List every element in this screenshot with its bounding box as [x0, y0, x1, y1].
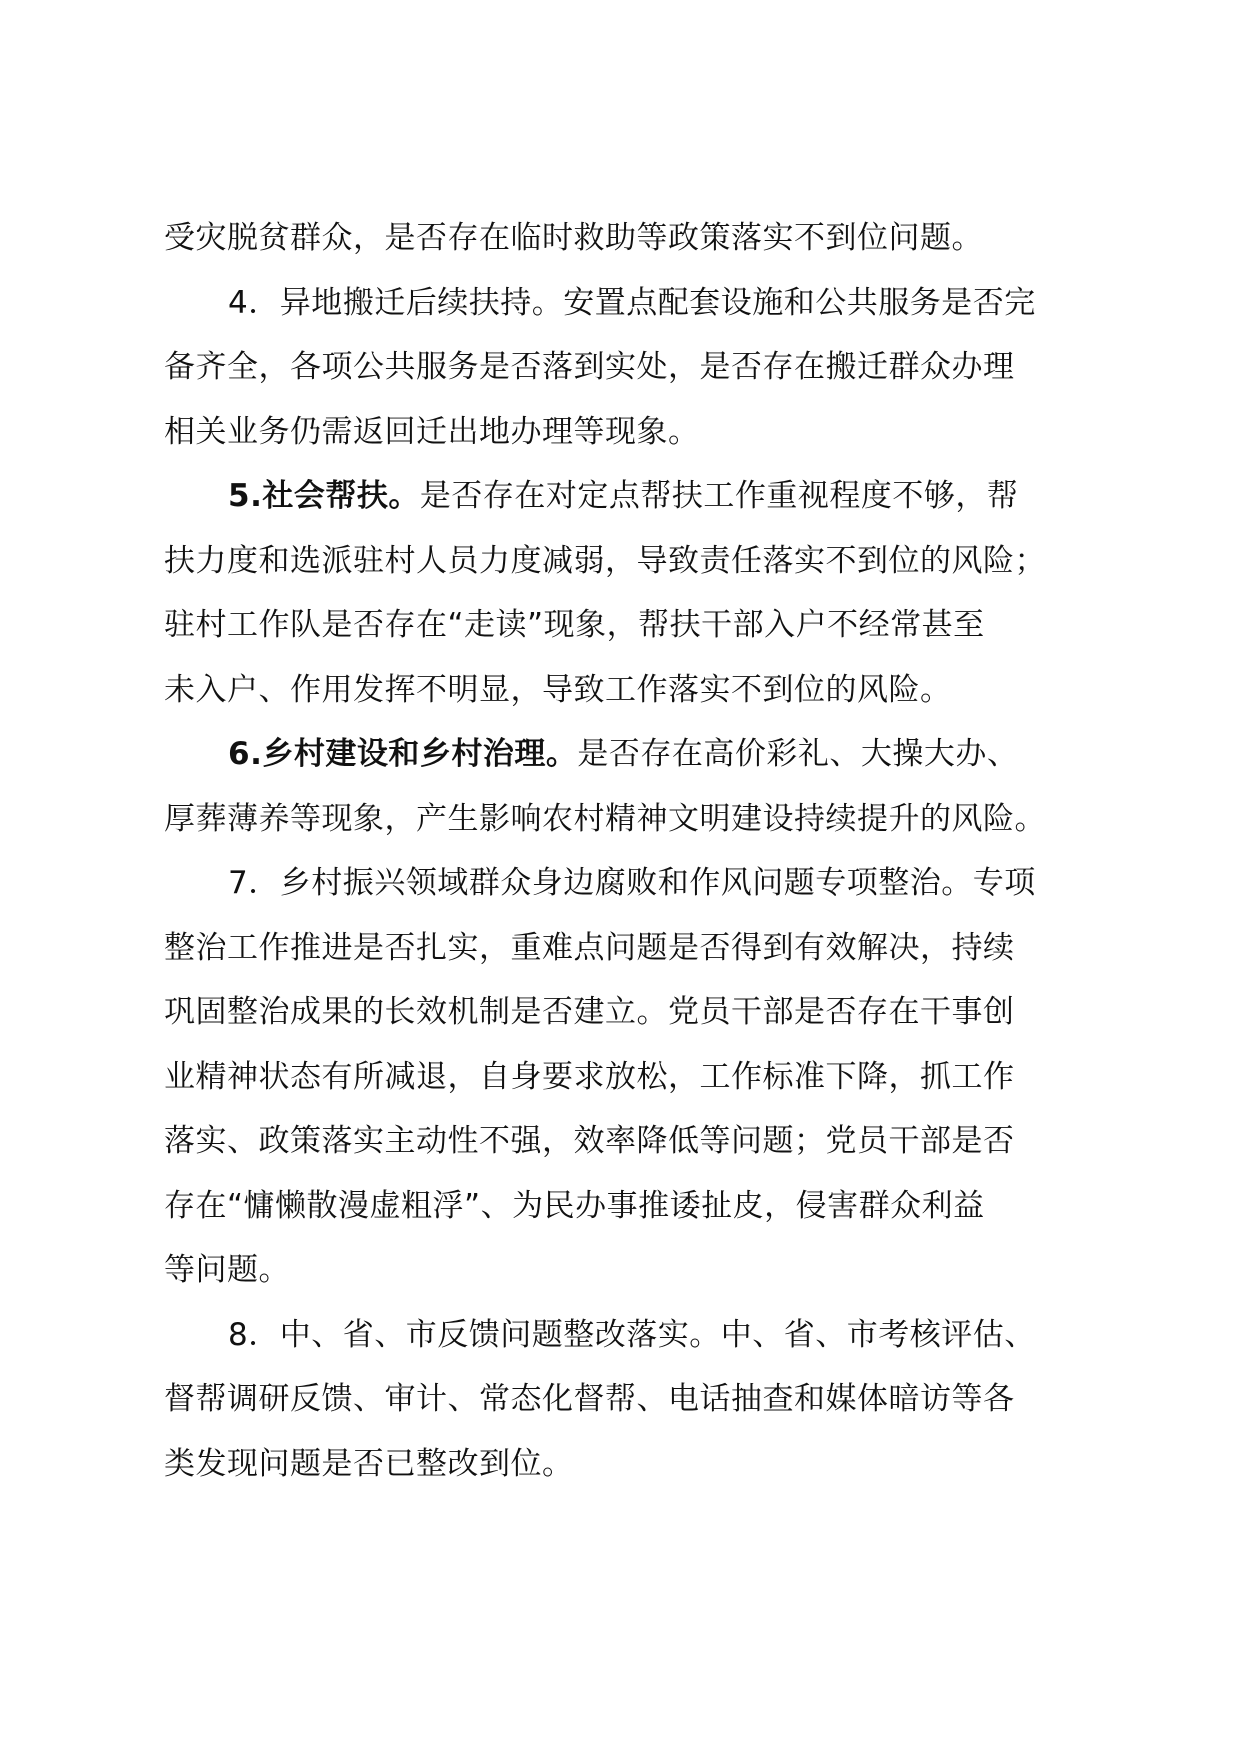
- text-line: 整治工作推进是否扎实，重难点问题是否得到有效解决，持续: [164, 929, 1015, 966]
- text-line: 受灾脱贫群众，是否存在临时救助等政策落实不到位问题。: [164, 220, 983, 256]
- text-line: 类发现问题是否已整改到位。: [164, 1445, 574, 1482]
- paragraph-item-8: [164, 1303, 1124, 1497]
- document-body: [164, 206, 1124, 1496]
- text-line: [164, 851, 1124, 916]
- text-line: 厚葬薄养等现象，产生影响农村精神文明建设持续提升的风险。: [164, 800, 1046, 837]
- item-heading: 6.乡村建设和乡村治理。: [228, 736, 578, 772]
- text-line: 存在“慵懒散漫虚粗浮”、为民办事推诿扯皮，侵害群众利益: [164, 1187, 985, 1224]
- item-heading: 5.社会帮扶。: [228, 478, 420, 514]
- text-line: [164, 722, 1124, 787]
- item-heading: 7．乡村振兴领域群众身边腐败和作风问题专项整治。: [228, 865, 973, 901]
- text-line: 等问题。: [164, 1252, 290, 1288]
- item-heading: 4．异地搬迁后续扶持。: [228, 284, 564, 321]
- text-line: 业精神状态有所减退，自身要求放松，工作标准下降，抓工作: [164, 1058, 1015, 1095]
- item-text: 是否存在高价彩礼、大操大办、: [577, 736, 1019, 772]
- text-line: [164, 1303, 1124, 1368]
- item-text: 安置点配套设施和公共服务是否完: [563, 284, 1036, 321]
- item-heading: 8．中、省、市反馈问题整改落实。: [228, 1316, 721, 1353]
- item-text: 专项: [972, 865, 1036, 901]
- text-line: 驻村工作队是否存在“走读”现象，帮扶干部入户不经常甚至: [164, 607, 985, 643]
- text-line: 未入户、作用发挥不明显，导致工作落实不到位的风险。: [164, 671, 952, 708]
- text-line: 落实、政策落实主动性不强，效率降低等问题；党员干部是否: [164, 1123, 1015, 1159]
- text-line: [164, 271, 1124, 336]
- item-text: 中、省、市考核评估、: [720, 1316, 1036, 1353]
- paragraph-item-6: [164, 722, 1124, 851]
- text-line: 巩固整治成果的长效机制是否建立。党员干部是否存在干事创: [164, 994, 1015, 1030]
- item-text: 是否存在对定点帮扶工作重视程度不够，帮: [419, 478, 1019, 514]
- text-line: 备齐全，各项公共服务是否落到实处，是否存在搬迁群众办理: [164, 349, 1015, 385]
- text-line: 督帮调研反馈、审计、常态化督帮、电话抽查和媒体暗访等各: [164, 1381, 1015, 1417]
- paragraph-continuation: [164, 206, 1124, 271]
- text-line: 相关业务仍需返回迁出地办理等现象。: [164, 413, 700, 450]
- text-line: [164, 464, 1124, 529]
- text-line: 扶力度和选派驻村人员力度减弱，导致责任落实不到位的风险；: [164, 542, 1046, 579]
- paragraph-item-5: [164, 464, 1124, 722]
- paragraph-item-7: [164, 851, 1124, 1303]
- paragraph-item-4: [164, 271, 1124, 465]
